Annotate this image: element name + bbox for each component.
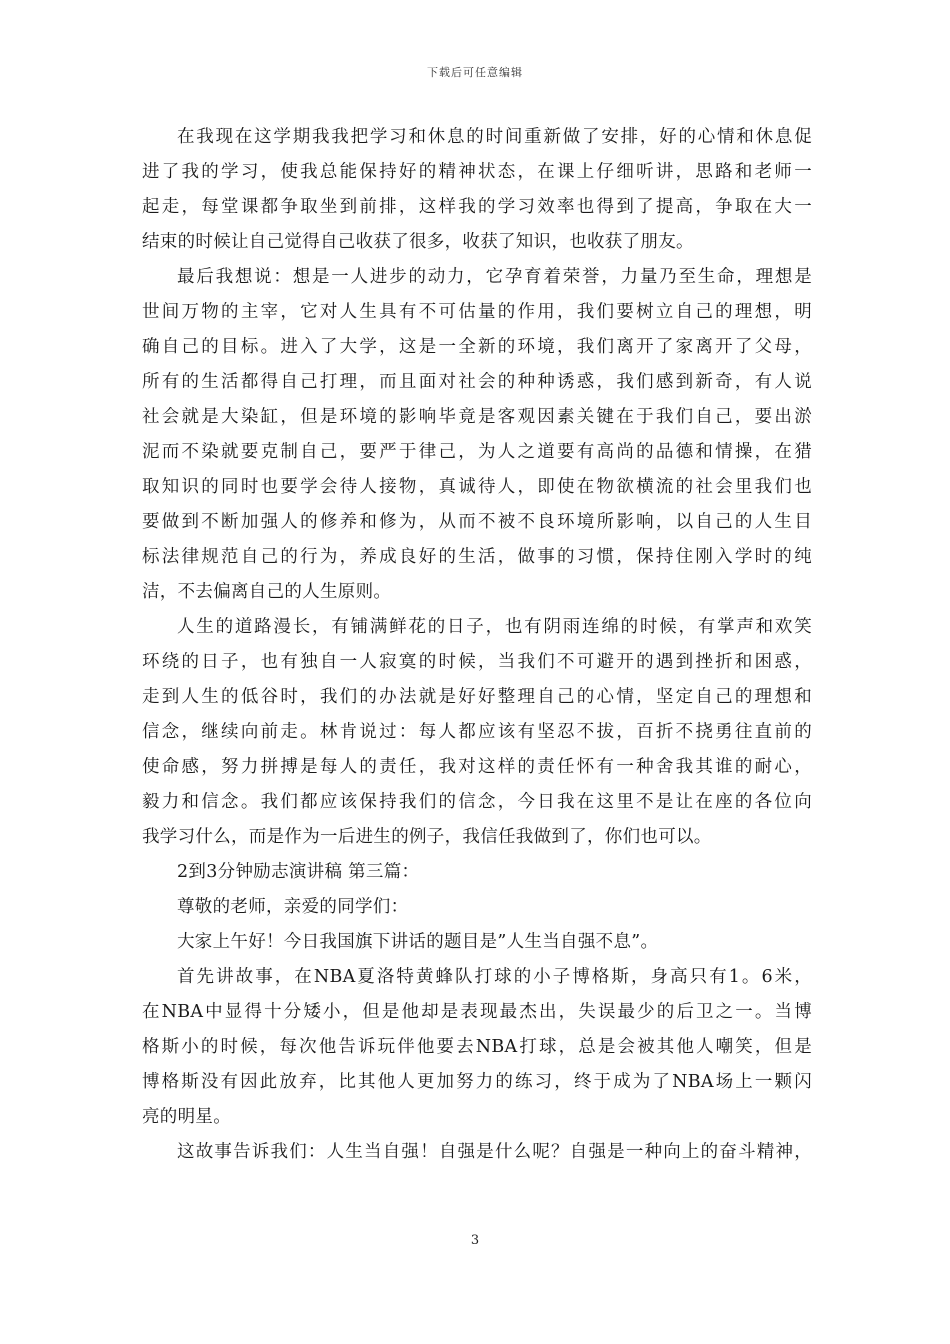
- text-line: 环绕的日子，也有独自一人寂寞的时候，当我们不可避开的遇到挫折和困惑，: [142, 652, 812, 672]
- text-line: 确自己的目标。进入了大学，这是一全新的环境，我们离开了家离开了父母，: [142, 337, 812, 357]
- page-number: 3: [470, 1233, 480, 1248]
- text-line: 洁，不去偏离自己的人生原则。: [142, 582, 392, 602]
- text-line: 泥而不染就要克制自己，要严于律己，为人之道要有高尚的品德和情操，在猎: [142, 442, 812, 462]
- text-line: 尊敬的老师，亲爱的同学们：: [177, 897, 409, 917]
- text-line: 使命感，努力拼搏是每人的责任，我对这样的责任怀有一种舍我其谁的耐心，: [142, 757, 812, 777]
- text-line: 在我现在这学期我我把学习和休息的时间重新做了安排，好的心情和休息促: [177, 127, 812, 147]
- text-line: 世间万物的主宰，它对人生具有不可估量的作用，我们要树立自己的理想，明: [142, 302, 812, 322]
- page-header: 下载后可任意编辑: [427, 66, 523, 79]
- text-line: 走到人生的低谷时，我们的办法就是好好整理自己的心情，坚定自己的理想和: [142, 687, 812, 707]
- text-line: 起走，每堂课都争取坐到前排，这样我的学习效率也得到了提高，争取在大一: [142, 197, 812, 217]
- text-line: 标法律规范自己的行为，养成良好的生活，做事的习惯，保持住刚入学时的纯: [142, 547, 812, 567]
- text-line: 这故事告诉我们：人生当自强！自强是什么呢？自强是一种向上的奋斗精神，: [177, 1142, 812, 1162]
- text-line: 结束的时候让自己觉得自己收获了很多，收获了知识，也收获了朋友。: [142, 232, 694, 252]
- text-line: 人生的道路漫长，有铺满鲜花的日子，也有阴雨连绵的时候，有掌声和欢笑: [177, 617, 812, 637]
- text-line: 取知识的同时也要学会待人接物，真诚待人，即使在物欲横流的社会里我们也: [142, 477, 812, 497]
- text-line: 2到3分钟励志演讲稿 第三篇：: [177, 862, 420, 882]
- text-line: 毅力和信念。我们都应该保持我们的信念，今日我在这里不是让在座的各位向: [142, 792, 812, 812]
- text-line: 格斯小的时候，每次他告诉玩伴他要去NBA打球，总是会被其他人嘲笑，但是: [142, 1037, 812, 1057]
- document-body: [142, 120, 812, 1170]
- text-line: 进了我的学习，使我总能保持好的精神状态，在课上仔细听讲，思路和老师一: [142, 162, 812, 182]
- text-line: 在NBA中显得十分矮小，但是他却是表现最杰出，失误最少的后卫之一。当博: [142, 1002, 812, 1022]
- text-line: 首先讲故事，在NBA夏洛特黄蜂队打球的小子博格斯，身高只有1。6米，: [177, 967, 812, 987]
- text-line: 最后我想说：想是一人进步的动力，它孕育着荣誉，力量乃至生命，理想是: [177, 267, 812, 287]
- text-line: 亮的明星。: [142, 1107, 231, 1127]
- text-line: 大家上午好！今日我国旗下讲话的题目是”人生当自强不息”。: [177, 932, 659, 952]
- text-line: 信念，继续向前走。林肯说过：每人都应该有坚忍不拔，百折不挠勇往直前的: [142, 722, 812, 742]
- text-line: 所有的生活都得自己打理，而且面对社会的种种诱惑，我们感到新奇，有人说: [142, 372, 812, 392]
- text-line: 要做到不断加强人的修养和修为，从而不被不良环境所影响，以自己的人生目: [142, 512, 812, 532]
- text-line: 社会就是大染缸，但是环境的影响毕竟是客观因素关键在于我们自己，要出淤: [142, 407, 812, 427]
- text-line: 我学习什么，而是作为一后进生的例子，我信任我做到了，你们也可以。: [142, 827, 712, 847]
- text-line: 博格斯没有因此放弃，比其他人更加努力的练习，终于成为了NBA场上一颗闪: [142, 1072, 812, 1092]
